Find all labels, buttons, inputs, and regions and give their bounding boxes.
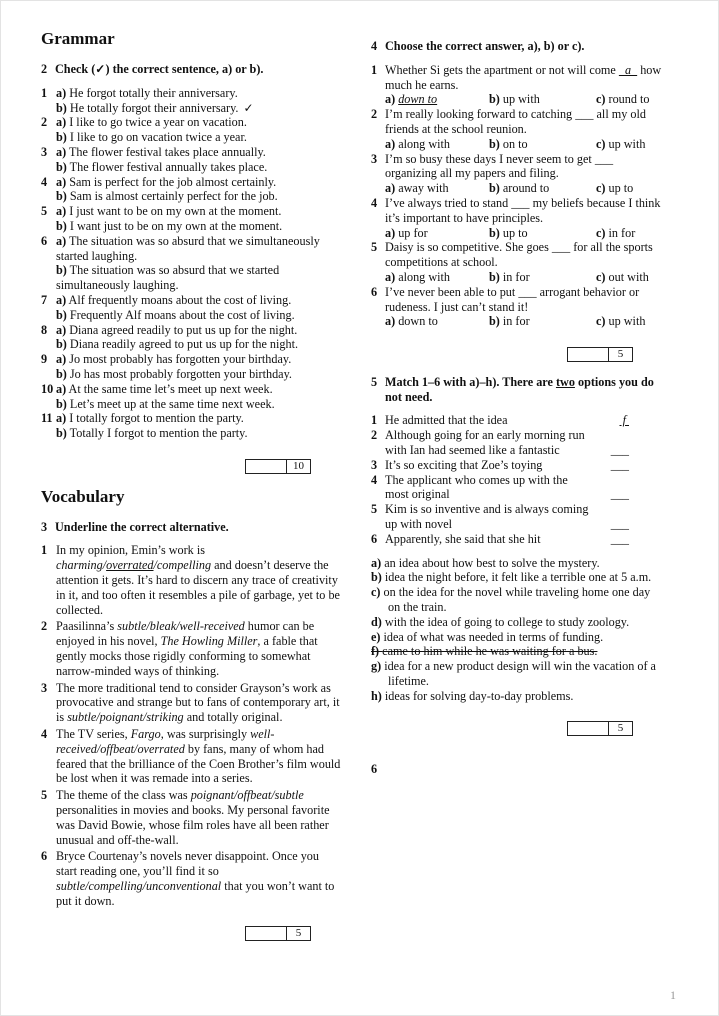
grammar-item: [41, 175, 341, 205]
mc-option-b-text: up to: [502, 225, 528, 240]
mc-option-c: [596, 270, 663, 285]
exercise2-items: [41, 86, 341, 441]
score-blank-cell: [568, 348, 608, 361]
sentence-b: [56, 130, 341, 145]
sentence-b-text: He totally forgot their anniversary.: [69, 100, 239, 115]
sentence-b: [56, 397, 341, 412]
sentence-b-text: Frequently Alf moans about the cost of living.: [69, 307, 295, 322]
grammar-item: [41, 145, 341, 175]
exercise2-number: 2: [41, 62, 48, 76]
stem-number: 1: [371, 413, 378, 428]
sentence-b: [56, 189, 341, 204]
exercise4-title: [371, 39, 663, 54]
sentence-b-label: b): [56, 189, 67, 204]
exercise5-number: 5: [371, 374, 378, 389]
mc-question: [371, 63, 663, 107]
answer-blank: ___: [610, 517, 629, 532]
exercise3-score-row: [41, 926, 311, 942]
stem-number: 3: [371, 457, 378, 472]
exercise6-number: 6: [371, 762, 378, 777]
stem-sentence: Although going for an early morning run with Ian had seemed like a fantastic: [385, 428, 585, 458]
exercise4-score-row: [371, 346, 633, 362]
mc-option-c-label: c): [596, 136, 606, 151]
item-number: 9: [41, 352, 48, 367]
mc-option-b: [489, 270, 596, 285]
vocab-item: [41, 619, 341, 678]
sentence-a-label: a): [56, 381, 67, 396]
exercise2-title: [41, 62, 341, 77]
item-number: 3: [41, 680, 48, 695]
item-number: 5: [41, 204, 48, 219]
item-number: 11: [41, 411, 53, 426]
sentence-a: [56, 175, 341, 190]
grammar-item-body: [56, 352, 341, 382]
mc-option-a: [385, 137, 489, 152]
stem-number: 4: [371, 472, 378, 487]
question-stem: I’m really looking forward to catching ___ all my old friends at the school reunion.: [385, 107, 646, 136]
sentence-a-label: a): [56, 322, 67, 337]
stem-sentence: Kim is so inventive and is always coming up with novel: [385, 502, 589, 532]
mc-option-a-label: a): [385, 225, 396, 240]
sentence-b-label: b): [56, 159, 67, 174]
grammar-item: [41, 293, 341, 323]
mc-option-a: [385, 226, 489, 241]
question-body: [385, 196, 663, 240]
sentence-a: [56, 293, 341, 308]
stem-text: [385, 413, 663, 428]
sentence-b-label: b): [56, 100, 67, 115]
question-body: [385, 107, 663, 151]
sentence-b-label: b): [56, 396, 67, 411]
item-number: 2: [41, 115, 48, 130]
question-body: [385, 285, 663, 329]
checkmark-icon: [292, 367, 297, 381]
sentence-a-label: a): [56, 292, 67, 307]
mc-option-c: [596, 181, 663, 196]
question-number: 3: [371, 151, 378, 166]
sentence-b-text: Jo has most probably forgotten your birthday.: [69, 366, 292, 381]
checkmark-icon: [295, 308, 300, 322]
sentence-a-text: Sam is perfect for the job almost certainly.: [69, 174, 277, 189]
grammar-item: [41, 382, 341, 412]
sentence-a-label: a): [56, 233, 67, 248]
left-column: [41, 29, 341, 954]
score-blank-cell: [246, 927, 286, 940]
sentence-b-text: Let’s meet up at the same time next week.: [69, 396, 275, 411]
sentence-b-label: b): [56, 337, 67, 352]
item-number: 1: [41, 85, 48, 100]
page-number: 1: [670, 988, 676, 1003]
score-blank-cell: [246, 460, 286, 473]
checkmark-icon: [247, 130, 252, 144]
exercise3-title: [41, 520, 341, 535]
grammar-item-body: [56, 293, 341, 323]
mc-option-b: [489, 226, 596, 241]
mc-option-c-text: out with: [608, 269, 649, 284]
vocab-item-text: The more traditional tend to consider Grayson’s work as provocative and strange but to fans of contemporary art, it is subtle/poignant/striking and totally original.: [56, 680, 340, 725]
stem-text: [385, 532, 663, 547]
mc-option-c: [596, 226, 663, 241]
sentence-a: [56, 86, 341, 101]
mc-option-a: [385, 314, 489, 329]
sentence-a-text: I totally forgot to mention the party.: [69, 411, 244, 426]
item-number: 5: [41, 788, 48, 803]
sentence-a: [56, 352, 341, 367]
sentence-b: [56, 160, 341, 175]
match-option: e) idea of what was needed in terms of funding.: [371, 629, 604, 644]
item-number: 6: [41, 233, 48, 248]
item-number: 2: [41, 619, 48, 634]
mc-option-c: [596, 137, 663, 152]
checkmark-icon: [278, 189, 283, 203]
question-stem: I’ve always tried to stand ___ my beliefs because I think it’s important to have principles.: [385, 195, 661, 225]
mc-option-c-label: c): [596, 92, 606, 107]
exercise4-number: 4: [371, 39, 378, 53]
item-number: 10: [41, 381, 54, 396]
grammar-item-body: [56, 323, 341, 353]
exercise3-items: [41, 543, 341, 908]
sentence-a: [56, 234, 341, 264]
sentence-a-text: The flower festival takes place annually.: [68, 144, 266, 159]
mc-option-c: [596, 314, 663, 329]
question-number: 6: [371, 284, 378, 299]
grammar-item-body: [56, 86, 341, 116]
mc-question: [371, 240, 663, 284]
sentence-b: [56, 367, 341, 382]
sentence-a-label: a): [56, 115, 67, 130]
sentence-a: [56, 411, 341, 426]
vocab-item-text: In my opinion, Emin’s work is charming/overrated/compelling and doesn’t deserve the attention it gets. It’s hard to discern any trace of creativity in it, and too often it resembles a pile of garbage, yet to be collected.: [56, 543, 340, 617]
exercise5-options: [371, 556, 663, 704]
mc-option-b-text: on to: [502, 136, 528, 151]
question-stem: Daisy is so competitive. She goes ___ for all the sports competitions at school.: [385, 240, 653, 270]
match-stem: [371, 532, 663, 547]
sentence-b: [56, 337, 341, 352]
sentence-b: [56, 101, 341, 116]
mc-option-a-text: along with: [398, 136, 450, 151]
question-number: 1: [371, 62, 378, 77]
grammar-item: [41, 323, 341, 353]
grammar-item: [41, 411, 341, 441]
stem-text: [385, 458, 663, 473]
sentence-a-label: a): [56, 85, 67, 100]
grammar-item-body: [56, 411, 341, 441]
sentence-b: [56, 308, 341, 323]
checkmark-icon: [298, 337, 303, 351]
match-option: b) idea the night before, it felt like a terrible one at 5 a.m.: [371, 570, 652, 585]
answer-options: [385, 226, 663, 241]
vocabulary-section-heading: Vocabulary: [41, 486, 125, 506]
sentence-b: [56, 426, 341, 441]
match-option: g) idea for a new product design will win the vacation of a lifetime.: [371, 659, 656, 688]
mc-option-a-text: down to: [398, 314, 438, 329]
mc-option-b-label: b): [489, 269, 500, 284]
answer-options: [385, 137, 663, 152]
stem-text: [385, 428, 663, 458]
grammar-item-body: [56, 175, 341, 205]
item-number: 4: [41, 174, 48, 189]
match-option: a) an idea about how best to solve the mystery.: [371, 555, 600, 570]
checkmark-icon: [267, 160, 272, 174]
mc-option-b-label: b): [489, 225, 500, 240]
answer-options: [385, 270, 663, 285]
mc-option-b-label: b): [489, 314, 500, 329]
stem-sentence: The applicant who comes up with the most original: [385, 472, 568, 502]
exercise2-score-box: [245, 459, 311, 474]
exercise4-title-text: Choose the correct answer, a), b) or c).: [385, 39, 585, 53]
stem-number: 6: [371, 531, 378, 546]
answer-blank: ___: [610, 457, 629, 472]
question-number: 4: [371, 195, 378, 210]
sentence-b-text: I like to go on vacation twice a year.: [69, 130, 247, 145]
mc-question: [371, 152, 663, 196]
vocab-item: [41, 681, 341, 725]
score-value: 10: [286, 460, 310, 473]
mc-option-c-text: round to: [608, 92, 650, 107]
exercise4-questions: [371, 63, 663, 329]
mc-option-a-label: a): [385, 136, 396, 151]
sentence-a-label: a): [56, 174, 67, 189]
sentence-b-label: b): [56, 130, 67, 145]
mc-option-b-label: b): [489, 181, 500, 196]
mc-option-b-label: b): [489, 136, 500, 151]
item-number: 1: [41, 543, 48, 558]
mc-option-b: [489, 137, 596, 152]
stem-sentence: He admitted that the idea: [385, 413, 508, 428]
match-stem: [371, 473, 663, 503]
exercise3-number: 3: [41, 519, 48, 534]
mc-option-a: [385, 270, 489, 285]
mc-option-a-text: along with: [398, 269, 450, 284]
mc-question: [371, 107, 663, 151]
answer-blank: ___: [610, 531, 629, 546]
grammar-item-body: [56, 115, 341, 145]
grammar-item-body: [56, 204, 341, 234]
mc-option-c: [596, 92, 663, 107]
stem-number: 5: [371, 502, 378, 517]
match-stem: [371, 413, 663, 428]
exercise2-score-row: [41, 458, 311, 474]
exercise5-score-box: [567, 721, 633, 736]
sentence-b-text: Totally I forgot to mention the party.: [69, 426, 248, 441]
sentence-a-label: a): [56, 411, 67, 426]
vocab-item: [41, 543, 341, 617]
match-stem: [371, 458, 663, 473]
stem-text: [385, 473, 663, 503]
exercise5-title: [371, 375, 663, 405]
grammar-item: [41, 204, 341, 234]
stem-sentence: Apparently, she said that she hit: [385, 531, 541, 546]
sentence-b-text: Sam is almost certainly perfect for the job.: [69, 189, 278, 204]
match-option: f) came to him while he was waiting for a bus.: [371, 644, 598, 659]
mc-option-c-label: c): [596, 269, 606, 284]
grammar-item: [41, 86, 341, 116]
mc-option-b-text: around to: [502, 181, 550, 196]
vocab-item: [41, 727, 341, 786]
mc-option-a-label: a): [385, 92, 396, 107]
exercise4-score-box: [567, 347, 633, 362]
score-blank-cell: [568, 722, 608, 735]
mc-option-c-text: up to: [608, 181, 634, 196]
vocab-item-text: The theme of the class was poignant/offbeat/subtle personalities in movies and books. My personal favorite was David Bowie, whose film roles have all been rather unusual and off-the-wall.: [56, 788, 330, 847]
mc-option-b: [489, 314, 596, 329]
sentence-a-text: The situation was so absurd that we simultaneously started laughing.: [56, 233, 320, 263]
mc-option-c-label: c): [596, 225, 606, 240]
mc-option-c-text: up with: [608, 136, 646, 151]
question-stem: Whether Si gets the apartment or not will come a how much he earns.: [385, 62, 662, 92]
mc-question: [371, 285, 663, 329]
stem-sentence: It’s so exciting that Zoe’s toying: [385, 457, 543, 472]
sentence-b-label: b): [56, 307, 67, 322]
answer-blank: ___: [610, 443, 629, 458]
grammar-item: [41, 115, 341, 145]
question-number: 2: [371, 107, 378, 122]
sentence-a-label: a): [56, 144, 67, 159]
sentence-a: [56, 145, 341, 160]
stem-number: 2: [371, 428, 378, 443]
mc-option-c-text: in for: [608, 225, 636, 240]
item-number: 3: [41, 144, 48, 159]
mc-option-a: [385, 181, 489, 196]
mc-option-a-text: away with: [398, 181, 449, 196]
mc-option-a-label: a): [385, 181, 396, 196]
mc-option-b-text: up with: [502, 92, 540, 107]
sentence-b-label: b): [56, 366, 67, 381]
sentence-b-text: The flower festival annually takes place.: [69, 159, 268, 174]
mc-option-b-text: in for: [502, 314, 530, 329]
exercise3-score-box: [245, 926, 311, 941]
mc-option-b: [489, 181, 596, 196]
grammar-item-body: [56, 382, 341, 412]
mc-option-c-label: c): [596, 181, 606, 196]
answer-blank: ___: [610, 487, 629, 502]
question-body: [385, 240, 663, 284]
mc-option-a: [385, 92, 489, 107]
sentence-a-label: a): [56, 204, 67, 219]
score-value: 5: [608, 348, 632, 361]
mc-option-a-label: a): [385, 269, 396, 284]
sentence-a: [56, 204, 341, 219]
exercise5-title-text: Match 1–6 with a)–h). There are two options you do not need.: [385, 374, 654, 404]
mc-option-b-label: b): [489, 92, 500, 107]
match-option: h) ideas for solving day-to-day problems.: [371, 688, 574, 703]
sentence-a-text: He forgot totally their anniversary.: [69, 85, 238, 100]
sentence-b-text: The situation was so absurd that we started simultaneously laughing.: [56, 263, 280, 293]
mc-option-b-text: in for: [502, 269, 530, 284]
grammar-section-heading: Grammar: [41, 29, 115, 48]
sentence-b: [56, 263, 341, 293]
sentence-a-text: I like to go twice a year on vacation.: [69, 115, 247, 130]
grammar-item-body: [56, 145, 341, 175]
exercise2-title-text: Check (✓) the correct sentence, a) or b).: [55, 62, 264, 76]
answer-options: [385, 181, 663, 196]
question-body: [385, 152, 663, 196]
item-number: 4: [41, 726, 48, 741]
question-number: 5: [371, 240, 378, 255]
checkmark-icon: [282, 219, 287, 233]
sentence-b-text: I want just to be on my own at the moment.: [69, 218, 283, 233]
checkmark-icon: ✓: [243, 100, 254, 115]
grammar-item-body: [56, 234, 341, 293]
score-value: 5: [286, 927, 310, 940]
exercise5-stems: [371, 413, 663, 546]
question-body: [385, 63, 663, 107]
sentence-a-text: Jo most probably has forgotten your birthday.: [69, 352, 292, 367]
answer-blank: f: [619, 413, 629, 428]
checkmark-icon: [275, 397, 280, 411]
score-value: 5: [608, 722, 632, 735]
vocab-item-text: Bryce Courtenay’s novels never disappoint. Once you start reading one, you’ll find it so subtle/compelling/unconventional that you won’t want to put it down.: [56, 849, 335, 908]
checkmark-icon: [179, 278, 184, 292]
vocab-item-text: The TV series, Fargo, was surprisingly well-received/offbeat/overrated by fans, many of whom had feared that the brilliance of the Coen Brother’s film would be lost when it was remade into a series.: [56, 726, 341, 786]
mc-option-a-text: down to: [398, 92, 438, 107]
item-number: 8: [41, 322, 48, 337]
match-stem: [371, 502, 663, 532]
item-number: 6: [41, 849, 48, 864]
sentence-a-text: Alf frequently moans about the cost of living.: [68, 292, 292, 307]
grammar-item: [41, 352, 341, 382]
sentence-a: [56, 115, 341, 130]
sentence-a-label: a): [56, 352, 67, 367]
vocab-item-text: Paasilinna’s subtle/bleak/well-received humor can be enjoyed in his novel, The Howling Miller, a fable that gently mocks those rigidly conforming to somewhat narrow-minded ways of thinking.: [56, 619, 318, 678]
mc-option-a-label: a): [385, 314, 396, 329]
match-option: d) with the idea of going to college to study zoology.: [371, 614, 630, 629]
mc-option-a-text: up for: [398, 225, 428, 240]
sentence-a-text: I just want to be on my own at the moment.: [69, 204, 282, 219]
match-option: c) on the idea for the novel while traveling home one day on the train.: [371, 585, 651, 614]
exercise3-title-text: Underline the correct alternative.: [55, 519, 229, 534]
mc-option-c-label: c): [596, 314, 606, 329]
sentence-b-text: Diana readily agreed to put us up for the night.: [69, 337, 299, 352]
stem-text: [385, 502, 663, 532]
exercise5-score-row: [371, 721, 633, 737]
item-number: 7: [41, 292, 48, 307]
sentence-a: [56, 382, 341, 397]
vocab-item: [41, 849, 341, 908]
question-stem: I’m so busy these days I never seem to get ___ organizing all my papers and filing.: [385, 151, 614, 181]
sentence-a: [56, 323, 341, 338]
mc-option-b: [489, 92, 596, 107]
answer-options: [385, 92, 663, 107]
right-column: [371, 37, 663, 777]
vocab-item: [41, 788, 341, 847]
checkmark-icon: [248, 426, 253, 440]
match-stem: [371, 428, 663, 458]
sentence-a-text: Diana agreed readily to put us up for the night.: [69, 322, 298, 337]
sentence-b-label: b): [56, 218, 67, 233]
sentence-b-label: b): [56, 263, 67, 278]
sentence-b: [56, 219, 341, 234]
sentence-a-text: At the same time let’s meet up next week.: [68, 381, 273, 396]
question-stem: I’ve never been able to put ___ arrogant behavior or rudeness. I just can’t stand it!: [385, 284, 640, 314]
sentence-b-label: b): [56, 426, 67, 441]
grammar-item: [41, 234, 341, 293]
mc-option-c-text: up with: [608, 314, 646, 329]
answer-options: [385, 314, 663, 329]
mc-question: [371, 196, 663, 240]
